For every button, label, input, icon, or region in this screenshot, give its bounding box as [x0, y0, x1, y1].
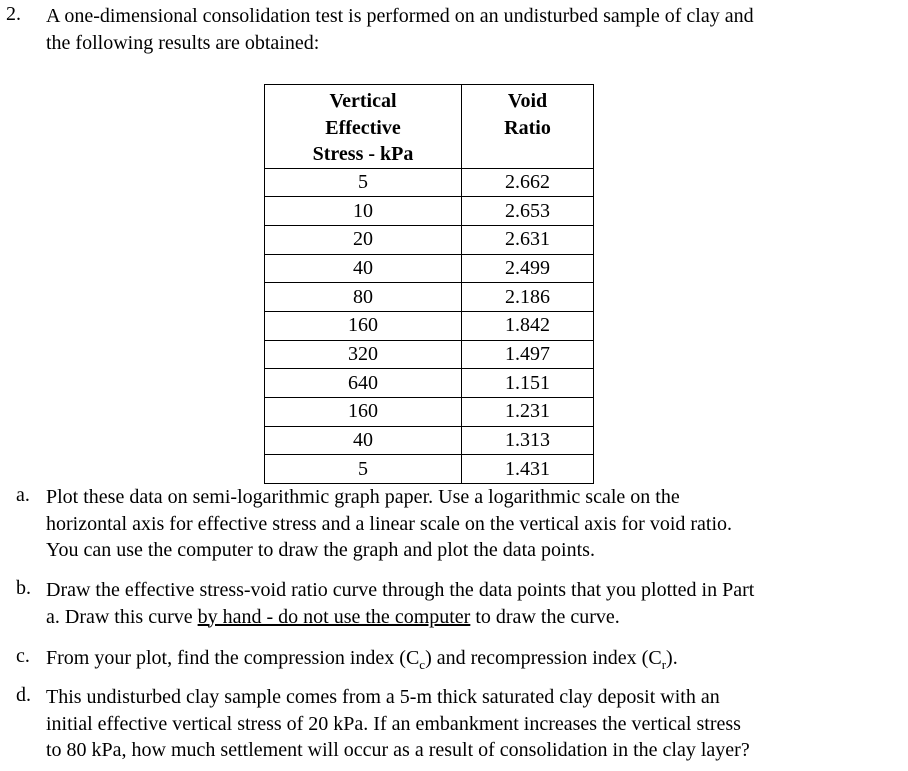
void-ratio-cell: 1.313 — [462, 426, 594, 455]
stress-cell: 40 — [265, 426, 462, 455]
table-row — [265, 225, 594, 254]
compression-index-subscript: c — [419, 657, 426, 672]
part-b-line-1: Draw the effective stress-void ratio curve through the data points that you plotted in Part — [46, 579, 755, 601]
void-ratio-cell: 1.431 — [462, 455, 594, 484]
stress-cell: 5 — [265, 168, 462, 197]
void-ratio-cell: 2.499 — [462, 254, 594, 283]
void-ratio-cell: 2.653 — [462, 197, 594, 226]
intro-line-2: the following results are obtained: — [46, 31, 320, 54]
void-ratio-cell: 1.842 — [462, 311, 594, 340]
part-a-line-1: Plot these data on semi-logarithmic graph paper. Use a logarithmic scale on the — [46, 486, 680, 508]
stress-cell: 640 — [265, 369, 462, 398]
part-d-line-1: This undisturbed clay sample comes from a 5-m thick saturated clay deposit with an — [46, 686, 720, 708]
void-ratio-cell: 1.497 — [462, 340, 594, 369]
stress-cell: 10 — [265, 197, 462, 226]
table-row — [265, 168, 594, 197]
stress-cell: 160 — [265, 311, 462, 340]
stress-cell: 320 — [265, 340, 462, 369]
table-row — [265, 426, 594, 455]
problem-intro — [46, 3, 894, 56]
problem-number: 2. — [6, 3, 21, 25]
void-ratio-cell: 2.631 — [462, 225, 594, 254]
void-ratio-cell: 2.662 — [462, 168, 594, 197]
table-row — [265, 369, 594, 398]
table-row — [265, 254, 594, 283]
by-hand-emphasis: by hand - do not use the computer — [197, 605, 471, 628]
part-a-line-3: You can use the computer to draw the graph and plot the data points. — [46, 539, 595, 561]
intro-line-1: A one-dimensional consolidation test is performed on an undisturbed sample of clay and — [46, 5, 754, 27]
stress-cell: 40 — [265, 254, 462, 283]
part-a-text — [46, 484, 894, 564]
part-b-line-2: a. Draw this curve by hand - do not use the computer to draw the curve. — [46, 605, 620, 628]
stress-cell: 80 — [265, 283, 462, 312]
header-vertical-effective-stress: Vertical Effective Stress - kPa — [265, 85, 462, 169]
table-row — [265, 283, 594, 312]
part-d-label: d. — [16, 684, 31, 706]
stress-cell: 160 — [265, 398, 462, 427]
void-ratio-cell: 2.186 — [462, 283, 594, 312]
part-a-label: a. — [16, 484, 30, 506]
void-ratio-cell: 1.151 — [462, 369, 594, 398]
part-d-line-2: initial effective vertical stress of 20 kPa. If an embankment increases the vertical stress — [46, 712, 741, 735]
table-row — [265, 455, 594, 484]
void-ratio-cell: 1.231 — [462, 398, 594, 427]
part-b-text — [46, 577, 894, 630]
table-row — [265, 311, 594, 340]
recompression-index-subscript: r — [661, 657, 667, 672]
table-header-row — [265, 85, 594, 169]
header-void-ratio: Void Ratio — [462, 85, 594, 169]
part-d-text — [46, 684, 894, 764]
part-a-line-2: horizontal axis for effective stress and a linear scale on the vertical axis for void ratio. — [46, 512, 733, 535]
stress-cell: 20 — [265, 225, 462, 254]
part-d-line-3: to 80 kPa, how much settlement will occur as a result of consolidation in the clay layer? — [46, 739, 750, 761]
part-c-label: c. — [16, 645, 30, 667]
table-row — [265, 398, 594, 427]
part-c-text: From your plot, find the compression index $(C_c)$ and recompression index $(C_r)$. — [46, 647, 678, 672]
consolidation-data-table — [264, 84, 594, 484]
table-row — [265, 197, 594, 226]
part-b-label: b. — [16, 577, 31, 599]
stress-cell: 5 — [265, 455, 462, 484]
table-row — [265, 340, 594, 369]
